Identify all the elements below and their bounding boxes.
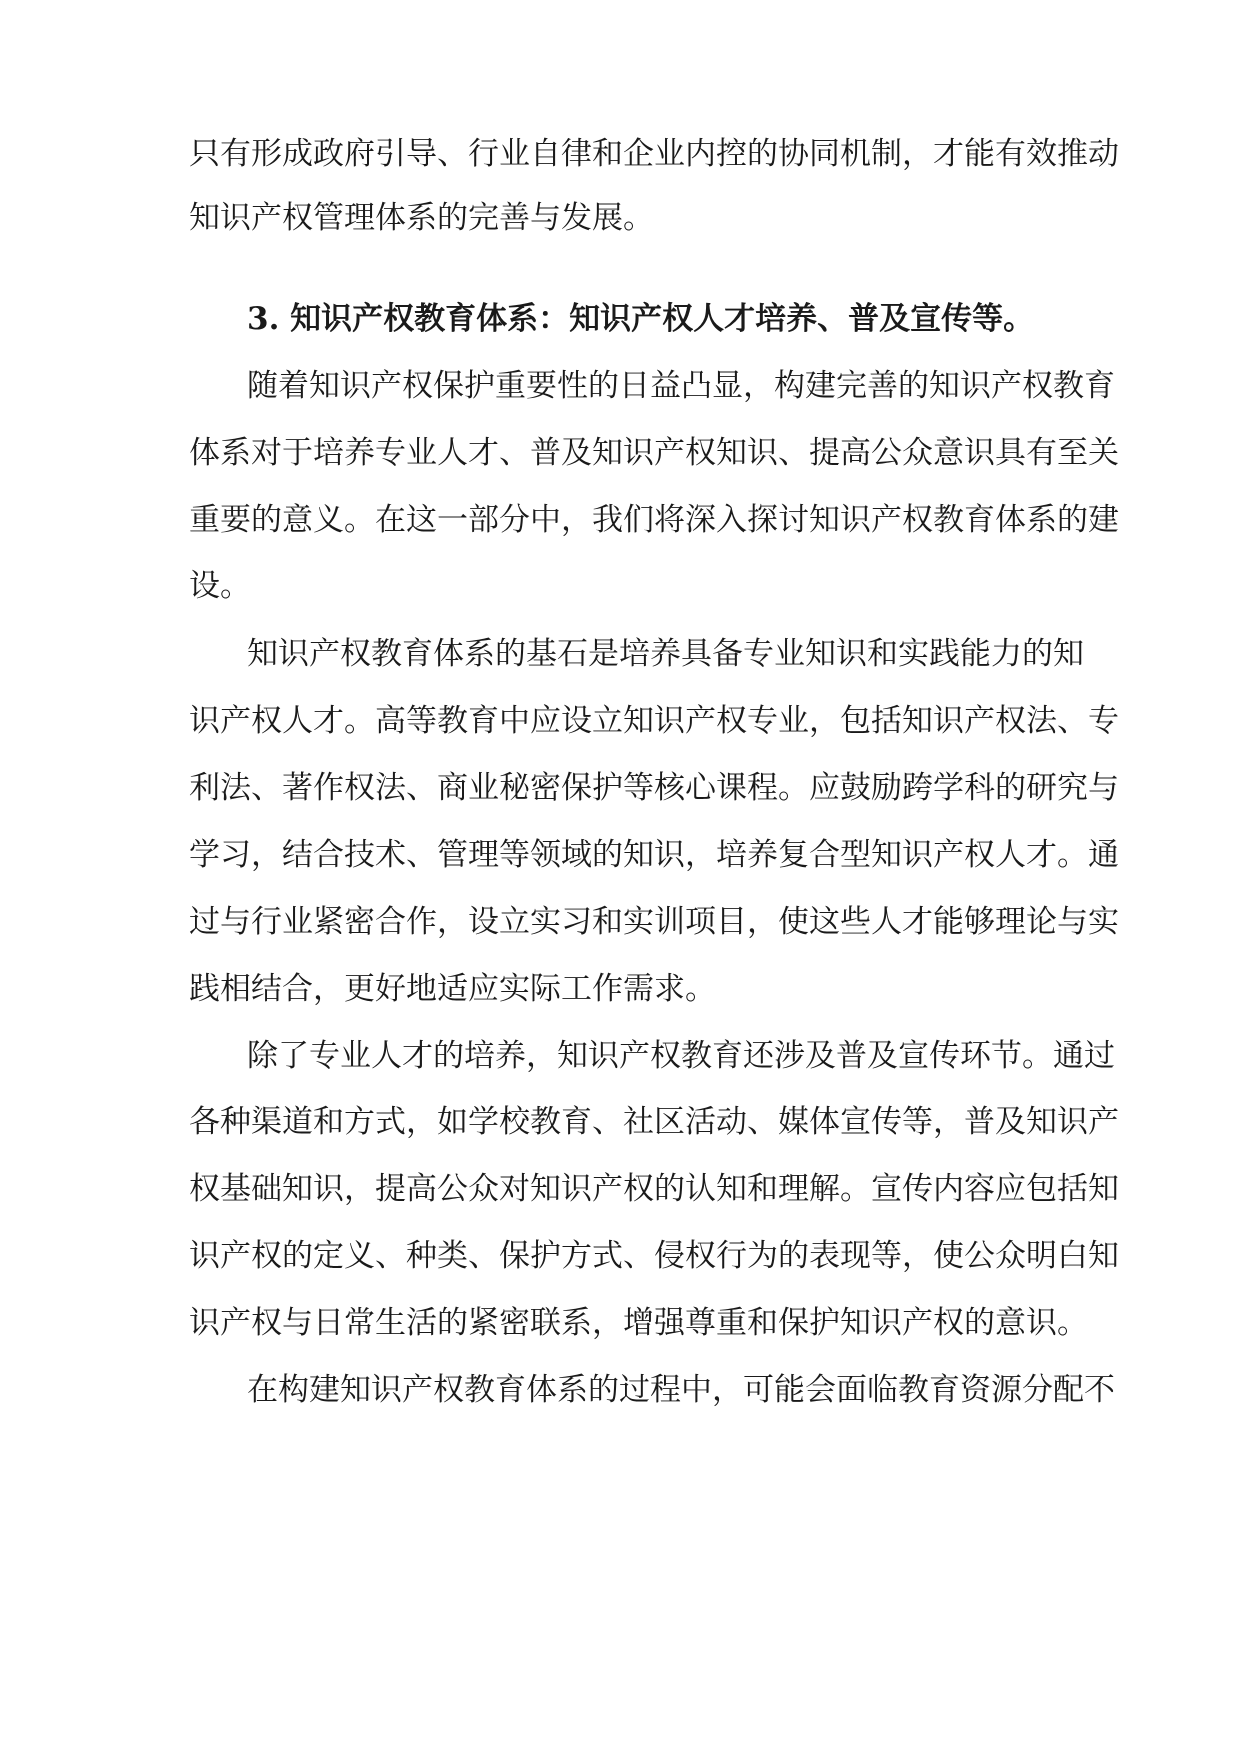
paragraph-line: 学习，结合技术、管理等领域的知识，培养复合型知识产权人才。通 [189, 837, 1119, 873]
paragraph-line: 利法、著作权法、商业秘密保护等核心课程。应鼓励跨学科的研究与 [189, 770, 1119, 806]
paragraph-line: 除了专业人才的培养，知识产权教育还涉及普及宣传环节。通过 [247, 1038, 1115, 1074]
paragraph-line: 知识产权教育体系的基石是培养具备专业知识和实践能力的知 [247, 636, 1084, 672]
section-heading: 3. 知识产权教育体系：知识产权人才培养、普及宣传等。 [247, 301, 1035, 337]
paragraph-line: 随着知识产权保护重要性的日益凸显，构建完善的知识产权教育 [247, 368, 1115, 404]
paragraph-line: 在构建知识产权教育体系的过程中，可能会面临教育资源分配不 [247, 1372, 1115, 1408]
paragraph-line: 体系对于培养专业人才、普及知识产权知识、提高公众意识具有至关 [189, 435, 1119, 471]
paragraph-line: 识产权与日常生活的紧密联系，增强尊重和保护知识产权的意识。 [189, 1305, 1088, 1341]
paragraph-line: 各种渠道和方式，如学校教育、社区活动、媒体宣传等，普及知识产 [189, 1104, 1119, 1140]
paragraph-line: 重要的意义。在这一部分中，我们将深入探讨知识产权教育体系的建 [189, 502, 1119, 538]
paragraph-line: 权基础知识，提高公众对知识产权的认知和理解。宣传内容应包括知 [189, 1171, 1119, 1207]
paragraph-line: 过与行业紧密合作，设立实习和实训项目，使这些人才能够理论与实 [189, 904, 1119, 940]
paragraph-line: 只有形成政府引导、行业自律和企业内控的协同机制，才能有效推动 [189, 136, 1119, 172]
paragraph-line: 识产权人才。高等教育中应设立知识产权专业，包括知识产权法、专 [189, 703, 1119, 739]
paragraph-line: 识产权的定义、种类、保护方式、侵权行为的表现等，使公众明白知 [189, 1238, 1119, 1274]
paragraph-line: 设。 [189, 568, 251, 604]
paragraph-line: 知识产权管理体系的完善与发展。 [189, 200, 654, 236]
paragraph-line: 践相结合，更好地适应实际工作需求。 [189, 971, 716, 1007]
